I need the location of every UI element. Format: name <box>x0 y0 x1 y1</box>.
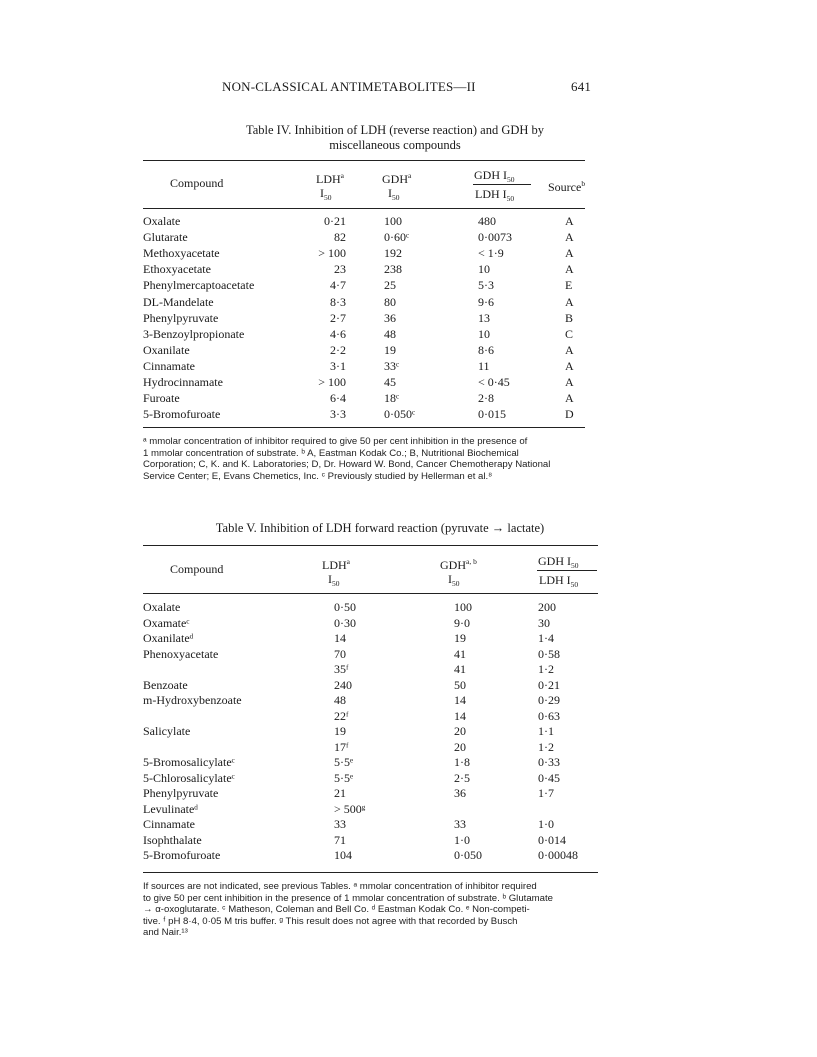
gdh-i50-cell: 50 <box>454 677 466 692</box>
ratio-cell: 8·6 <box>478 342 494 357</box>
source-cell: D <box>565 407 574 422</box>
gdh-i50-cell: 1·0 <box>454 832 470 847</box>
table4-header-ldh-i50: $I_{50}$ <box>320 186 332 202</box>
ldh-i50-cell: 21 <box>334 786 346 800</box>
source-cell: A <box>565 375 574 389</box>
gdh-i50-cell: 33ᶜ <box>384 358 400 373</box>
ldh-i50-cell: 4·6 <box>330 326 346 341</box>
ldh-i50-cell: 17ᶠ <box>334 739 349 754</box>
ldh-i50-cell: > 500ᵍ <box>334 801 366 816</box>
table5-footnote-line: tive. ᶠ pH 8·4, 0·05 M tris buffer. ᵍ This result does not agree with that recorded by Busch <box>143 915 518 927</box>
compound-cell: Isophthalate <box>143 832 202 847</box>
table5-bottom-rule <box>143 872 598 873</box>
table5-header-rule <box>143 593 598 594</box>
ratio-cell: 11 <box>478 358 490 373</box>
compound-cell: Oxamateᶜ <box>143 615 190 630</box>
ldh-i50-cell: 6·4 <box>330 391 346 406</box>
table5-header-gdh-i50: $I_{50}$ <box>448 572 460 588</box>
table4-footnote-line: 1 mmolar concentration of substrate. ᵇ A, Eastman Kodak Co.; B, Nutritional Biochemical <box>143 447 519 459</box>
table4-header-ratio-numerator: GDH $I_{50}$ <box>474 168 515 184</box>
gdh-i50-cell: 100 <box>454 600 472 614</box>
ldh-i50-cell: 5·5ᵉ <box>334 755 354 769</box>
table5-caption: Table V. Inhibition of LDH forward reaction (pyruvate → lactate) <box>215 521 545 535</box>
source-cell: A <box>565 294 574 309</box>
compound-cell: Hydrocinnamate <box>143 375 223 389</box>
gdh-i50-cell: 36 <box>384 310 396 325</box>
compound-cell: 5-Bromofuroate <box>143 407 221 422</box>
ratio-cell: 0·45 <box>538 770 560 785</box>
ratio-cell: 0·58 <box>538 646 560 661</box>
ldh-i50-cell: 70 <box>334 646 346 661</box>
compound-cell: 5-Bromofuroate <box>143 848 221 862</box>
gdh-i50-cell: 100 <box>384 214 402 228</box>
source-cell: A <box>565 262 574 277</box>
table4-footnote-line: Service Center; E, Evans Chemetics, Inc. ᶜ Previously studied by Hellerman et al.⁸ <box>143 470 493 482</box>
gdh-i50-cell: 33 <box>454 817 466 831</box>
table4-footnote-line: Corporation; C, K. and K. Laboratories; D, Dr. Howard W. Bond, Cancer Chemotherapy National <box>143 459 551 470</box>
table4-caption-line2: miscellaneous compounds <box>329 138 461 152</box>
ldh-i50-cell: 48 <box>334 693 346 707</box>
ratio-cell: 2·8 <box>478 391 494 406</box>
ratio-cell: 0·33 <box>538 755 560 769</box>
ratio-cell: 1·0 <box>538 817 554 831</box>
table5-header-ldh: LDH$^a$ <box>322 557 351 572</box>
table5-top-rule <box>143 545 598 546</box>
ldh-i50-cell: 71 <box>334 832 346 847</box>
ratio-cell: 200 <box>538 600 556 614</box>
compound-cell: Methoxyacetate <box>143 246 220 261</box>
compound-cell: m-Hydroxybenzoate <box>143 693 242 707</box>
table4-footnote-line: ᵃ mmolar concentration of inhibitor required to give 50 per cent inhibition in the presence of <box>143 436 528 447</box>
gdh-i50-cell: 0·60ᶜ <box>384 230 410 245</box>
gdh-i50-cell: 0·050ᶜ <box>384 407 416 422</box>
compound-cell: Cinnamate <box>143 817 195 831</box>
ratio-cell: 0·014 <box>538 832 566 847</box>
source-cell: B <box>565 310 574 325</box>
ratio-cell: 9·6 <box>478 294 494 309</box>
ldh-i50-cell: 2·2 <box>330 342 346 357</box>
source-cell: A <box>565 391 574 406</box>
ratio-cell: 10 <box>478 326 490 341</box>
source-cell: E <box>565 278 573 293</box>
gdh-i50-cell: 14 <box>454 693 466 707</box>
ldh-i50-cell: 22ᶠ <box>334 708 349 723</box>
source-cell: A <box>565 246 574 261</box>
table4-caption <box>160 123 630 153</box>
compound-cell: Oxalate <box>143 214 181 228</box>
table4-header-ratio-denominator: LDH $I_{50}$ <box>475 187 515 203</box>
table4-header-source: Source$^b$ <box>548 179 586 194</box>
gdh-i50-cell: 20 <box>454 739 466 754</box>
ratio-cell: 1·4 <box>538 631 554 645</box>
page-number: 641 <box>571 79 592 94</box>
ldh-i50-cell: 0·21 <box>324 214 346 228</box>
gdh-i50-cell: 36 <box>454 786 466 800</box>
ratio-cell: 0·63 <box>538 708 560 723</box>
gdh-i50-cell: 20 <box>454 724 466 738</box>
ratio-cell: 0·29 <box>538 693 560 707</box>
compound-cell: Benzoate <box>143 677 188 692</box>
gdh-i50-cell: 9·0 <box>454 615 470 630</box>
ratio-cell: 30 <box>538 615 550 630</box>
compound-cell: Phenoxyacetate <box>143 646 219 661</box>
ldh-i50-cell: 33 <box>334 817 346 831</box>
table5-ratio-fraction-bar <box>537 570 597 571</box>
ratio-cell: 0·21 <box>538 677 560 692</box>
source-cell: C <box>565 326 574 341</box>
compound-cell: Oxanilateᵈ <box>143 631 194 645</box>
table5-header-ratio-denominator: LDH $I_{50}$ <box>539 573 579 589</box>
compound-cell: Phenylpyruvate <box>143 310 219 325</box>
gdh-i50-cell: 238 <box>384 262 402 277</box>
ratio-cell: 5·3 <box>478 278 494 293</box>
table5-footnote-line: → α-oxoglutarate. ᶜ Matheson, Coleman and Bell Co. ᵈ Eastman Kodak Co. ᵉ Non-competi- <box>143 904 530 915</box>
ratio-cell: 0·0073 <box>478 230 512 245</box>
ldh-i50-cell: 0·50 <box>334 600 356 614</box>
gdh-i50-cell: 19 <box>454 631 466 645</box>
compound-cell: 3-Benzoylpropionate <box>143 326 245 341</box>
ldh-i50-cell: 14 <box>334 631 346 645</box>
table5-header-compound: Compound <box>170 562 224 576</box>
source-cell: A <box>565 230 574 245</box>
ldh-i50-cell: 2·7 <box>330 310 346 325</box>
ratio-cell: 480 <box>478 214 496 228</box>
ldh-i50-cell: 240 <box>334 677 352 692</box>
gdh-i50-cell: 80 <box>384 294 396 309</box>
gdh-i50-cell: 1·8 <box>454 755 470 769</box>
table5-header-ldh-i50: $I_{50}$ <box>328 572 340 588</box>
ratio-cell: 10 <box>478 262 490 277</box>
compound-cell: 5-Bromosalicylateᶜ <box>143 755 235 769</box>
ldh-i50-cell: 5·5ᵉ <box>334 770 354 785</box>
ratio-cell: 0·015 <box>478 407 506 422</box>
table5-header-ratio-numerator: GDH $I_{50}$ <box>538 554 579 570</box>
gdh-i50-cell: 45 <box>384 375 396 389</box>
ldh-i50-cell: 82 <box>334 230 346 245</box>
ratio-cell: 0·00048 <box>538 848 578 862</box>
compound-cell: Oxanilate <box>143 342 190 357</box>
ldh-i50-cell: 8·3 <box>330 294 346 309</box>
table4-footnotes <box>143 436 603 482</box>
ldh-i50-cell: 104 <box>334 848 352 862</box>
running-header-title: NON-CLASSICAL ANTIMETABOLITES—II <box>222 79 476 94</box>
gdh-i50-cell: 41 <box>454 646 466 661</box>
ratio-cell: 13 <box>478 310 490 325</box>
ldh-i50-cell: 35ᶠ <box>334 662 349 676</box>
ratio-cell: 1·7 <box>538 786 554 800</box>
table4-top-rule <box>143 160 585 161</box>
ldh-i50-cell: 4·7 <box>330 278 346 293</box>
table4-ratio-fraction-bar <box>473 184 531 185</box>
gdh-i50-cell: 2·5 <box>454 770 470 785</box>
table5-footnote-line: and Nair.¹³ <box>143 927 188 938</box>
table4-caption-line1: Table IV. Inhibition of LDH (reverse reaction) and GDH by <box>245 123 545 137</box>
table4-header-rule <box>143 208 585 209</box>
table5-footnote-line: to give 50 per cent inhibition in the presence of 1 mmolar concentration of substrate. ᵇ Glutamate <box>143 892 553 904</box>
ldh-i50-cell: > 100 <box>318 375 346 389</box>
table4-header-gdh-i50: $I_{50}$ <box>388 186 400 202</box>
gdh-i50-cell: 14 <box>454 708 466 723</box>
gdh-i50-cell: 0·050 <box>454 848 482 862</box>
table5-footnotes <box>143 881 613 939</box>
gdh-i50-cell: 18ᶜ <box>384 391 400 406</box>
ldh-i50-cell: 3·1 <box>330 358 346 373</box>
compound-cell: 5-Chlorosalicylateᶜ <box>143 770 235 785</box>
compound-cell: Levulinateᵈ <box>143 801 199 816</box>
gdh-i50-cell: 192 <box>384 246 402 261</box>
compound-cell: Ethoxyacetate <box>143 262 211 277</box>
compound-cell: Furoate <box>143 391 180 406</box>
compound-cell: Phenylmercaptoacetate <box>143 278 255 293</box>
gdh-i50-cell: 19 <box>384 342 396 357</box>
ratio-cell: < 1·9 <box>478 246 504 261</box>
compound-cell: DL-Mandelate <box>143 294 214 309</box>
source-cell: A <box>565 214 574 228</box>
compound-cell: Glutarate <box>143 230 188 245</box>
table4-header-ldh: LDH$^a$ <box>316 171 345 186</box>
compound-cell: Oxalate <box>143 600 181 614</box>
ratio-cell: 1·2 <box>538 662 554 676</box>
table5-footnote-line: If sources are not indicated, see previous Tables. ᵃ mmolar concentration of inhibitor required <box>143 881 537 892</box>
compound-cell: Cinnamate <box>143 358 195 373</box>
ldh-i50-cell: 3·3 <box>330 407 346 422</box>
table4-header-compound: Compound <box>170 176 224 190</box>
gdh-i50-cell: 41 <box>454 662 466 676</box>
compound-cell: Salicylate <box>143 724 191 738</box>
table4-bottom-rule <box>143 427 585 428</box>
table4-header-gdh: GDH$^a$ <box>382 171 412 186</box>
ldh-i50-cell: 0·30 <box>334 615 356 630</box>
ratio-cell: 1·1 <box>538 724 554 738</box>
compound-cell: Phenylpyruvate <box>143 786 219 800</box>
ldh-i50-cell: 19 <box>334 724 346 738</box>
gdh-i50-cell: 48 <box>384 326 396 341</box>
source-cell: A <box>565 358 574 373</box>
ldh-i50-cell: > 100 <box>318 246 346 261</box>
table5-header-gdh: GDH$^{a, b}$ <box>440 557 477 572</box>
ratio-cell: 1·2 <box>538 739 554 754</box>
ldh-i50-cell: 23 <box>334 262 346 277</box>
ratio-cell: < 0·45 <box>478 375 510 389</box>
source-cell: A <box>565 342 574 357</box>
gdh-i50-cell: 25 <box>384 278 396 293</box>
